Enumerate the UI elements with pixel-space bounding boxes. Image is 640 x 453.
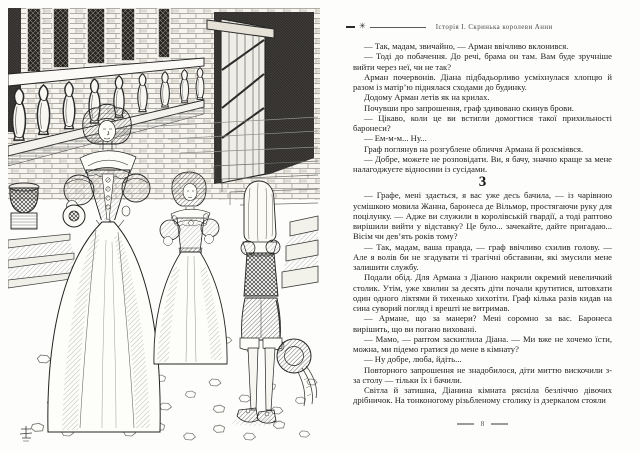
chapter-heading: 3 (478, 174, 487, 191)
feathered-hat (277, 339, 317, 406)
paragraph: Подали обід. Для Армана з Діаною накрили окремий невеличкий столик. Утім, уже хвилин за десять діти почали крутитися, штовхати один одного ліктями й тихенько хихотіти. Граф кілька разів кидав на сина суворий погляд і врешті не витримав. (353, 272, 612, 313)
header-rule-thick (346, 26, 355, 28)
page-number: 8 (480, 419, 485, 428)
paragraph: — Так, мадам, ваша правда, — граф ввічливо схилив голову. — Але я волів би не згадувати ті трагічні обставини, які змусили мене залишити службу. (353, 241, 612, 272)
paragraph: — Армане, що за манери? Мені соромно за вас. Баронеса вирішить, що ви погано виховані. (353, 313, 612, 334)
paragraph: Додому Арман летів як на крилах. (364, 92, 490, 103)
paragraph: — Так, мадам, звичайно, — Арман ввічливо вклонився. (364, 41, 569, 51)
paragraph: — Графе, мені здається, я вас уже десь бачила, — із чарівною усмішкою мовила Жанна, баронеса де Вільмор, простягаючи руку для поцілунку. — Адже ви служили в королівській гвардії, а тоді раптово вирішили вийти у відставку? Це було... зачекайте, дайте пригадаю... Вісім чи дев’ять років тому? (353, 190, 612, 242)
paragraph: — Тоді до побачення. До речі, брама он там. Вам буде зручніше вийти через неї, чи не так? (353, 51, 612, 72)
artist-monogram (20, 426, 32, 441)
paragraph: Граф поглянув на розгублене обличчя Армана й розсміявся. (364, 143, 584, 154)
paragraph: — Ну добре, люба, йдіть... (364, 354, 462, 365)
paragraph: — Ем-м-м... Ну... (364, 133, 427, 144)
paragraph: Почувши про запрошення, граф здивовано скинув брови. (364, 102, 574, 113)
footer-rule-right (491, 423, 508, 425)
garden-urn (9, 183, 39, 229)
book-illustration (8, 8, 320, 445)
paragraph: Світла й затишна, Діанина кімната рясніла безліччю дівочих дрібничок. На тонконогому різьбленому столику із дзеркалом стояли (353, 385, 612, 406)
right-stone-steps (282, 216, 318, 288)
door-leaf (221, 19, 265, 183)
paragraph: — Цікаво, коли це ви встигли домогтися такої прихильності баронеси? (353, 112, 612, 133)
paragraph: — Добре, можете не розповідати. Ви, я бачу, значно краще за мене налагоджуєте відносини із сусідами. (353, 153, 612, 174)
page-footer (353, 419, 612, 429)
asterisk-ornament-icon: ✳ (359, 21, 366, 31)
running-header-title: Історія І. Скринька королеви Анни (435, 23, 553, 31)
running-header (346, 21, 618, 33)
page-text-column (353, 41, 612, 406)
paragraph: Арман почервонів. Діана підбадьорливо усміхнулася хлопцю й разом із матір’ю піднялася сходами до будинку. (353, 71, 612, 92)
footer-rule-left (457, 423, 474, 425)
header-rule-thin (370, 27, 426, 28)
paragraph: — Мамо, — раптом заскиглила Діана. — Ми вже не хочемо їсти, можна, ми підемо гратися до мене в кімнату? (353, 333, 612, 354)
paragraph: Повторного запрошення не знадобилося, діти миттю вискочили з-за столу — тільки їх і бачили. (353, 364, 612, 385)
doorway (207, 12, 314, 184)
girl-figure (154, 172, 227, 364)
